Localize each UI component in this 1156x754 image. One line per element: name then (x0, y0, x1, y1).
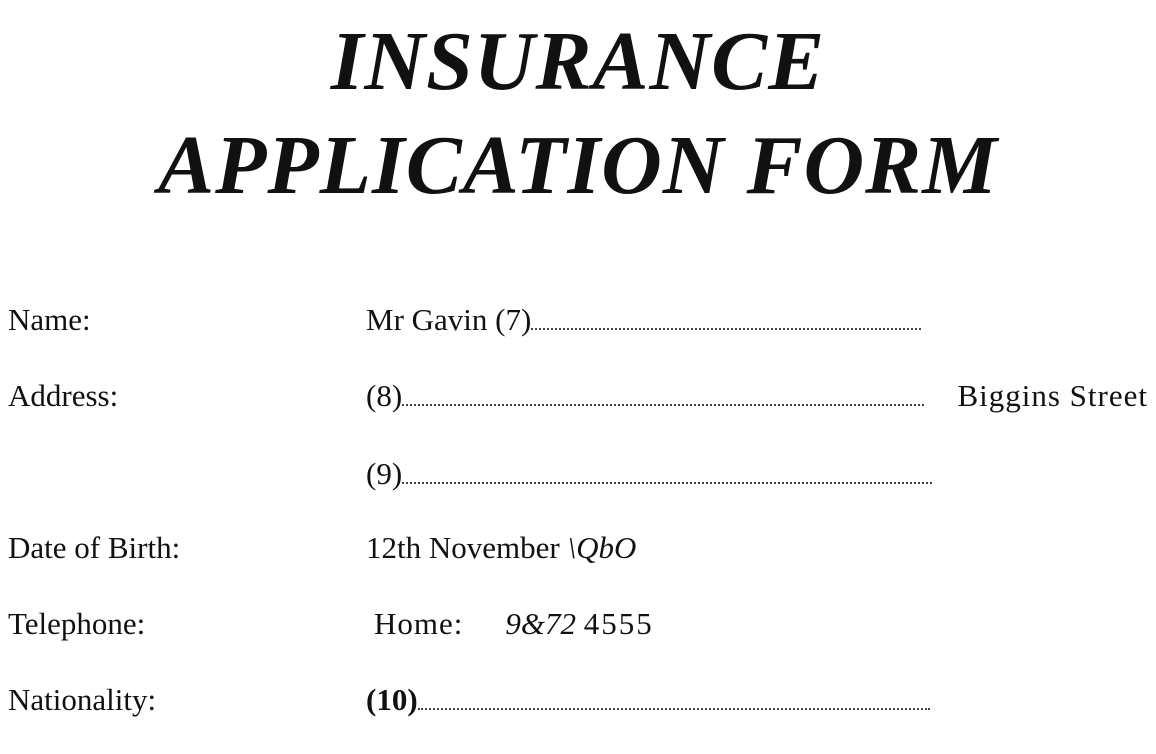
home-label: Home: (374, 606, 464, 641)
name-value-group (366, 302, 921, 338)
phone-code: 9&72 (505, 606, 576, 641)
dob-value-group (366, 530, 636, 566)
nationality-number: (10) (366, 682, 418, 717)
name-blank[interactable] (531, 327, 921, 330)
nationality-label: Nationality: (8, 682, 157, 717)
telephone-label: Telephone: (8, 606, 146, 641)
nationality-row (0, 682, 1156, 722)
address-row (0, 378, 1156, 418)
dob-value-italic: \QbO (567, 530, 637, 565)
address2-row (0, 456, 1156, 496)
address-street: Biggins Street (957, 378, 1148, 413)
form-title-line2: APPLICATION FORM (158, 119, 998, 212)
nationality-value-group (366, 682, 930, 718)
dob-label: Date of Birth: (8, 530, 181, 565)
name-value: Mr Gavin (7) (366, 302, 532, 337)
phone-number: 4555 (583, 606, 654, 641)
dob-row (0, 530, 1156, 570)
telephone-value-group (366, 606, 654, 642)
nationality-blank[interactable] (418, 707, 930, 710)
address-number: (8) (366, 378, 403, 413)
telephone-row (0, 606, 1156, 646)
dob-value: 12th November (366, 530, 568, 565)
address2-number: (9) (366, 456, 403, 491)
name-label: Name: (8, 302, 91, 337)
address2-value-group (366, 456, 932, 492)
address-value-group (366, 378, 924, 414)
address-label: Address: (8, 378, 119, 413)
form-title-line1: INSURANCE (330, 15, 826, 108)
name-row (0, 302, 1156, 342)
address2-blank[interactable] (402, 481, 932, 484)
address-blank[interactable] (402, 403, 924, 406)
